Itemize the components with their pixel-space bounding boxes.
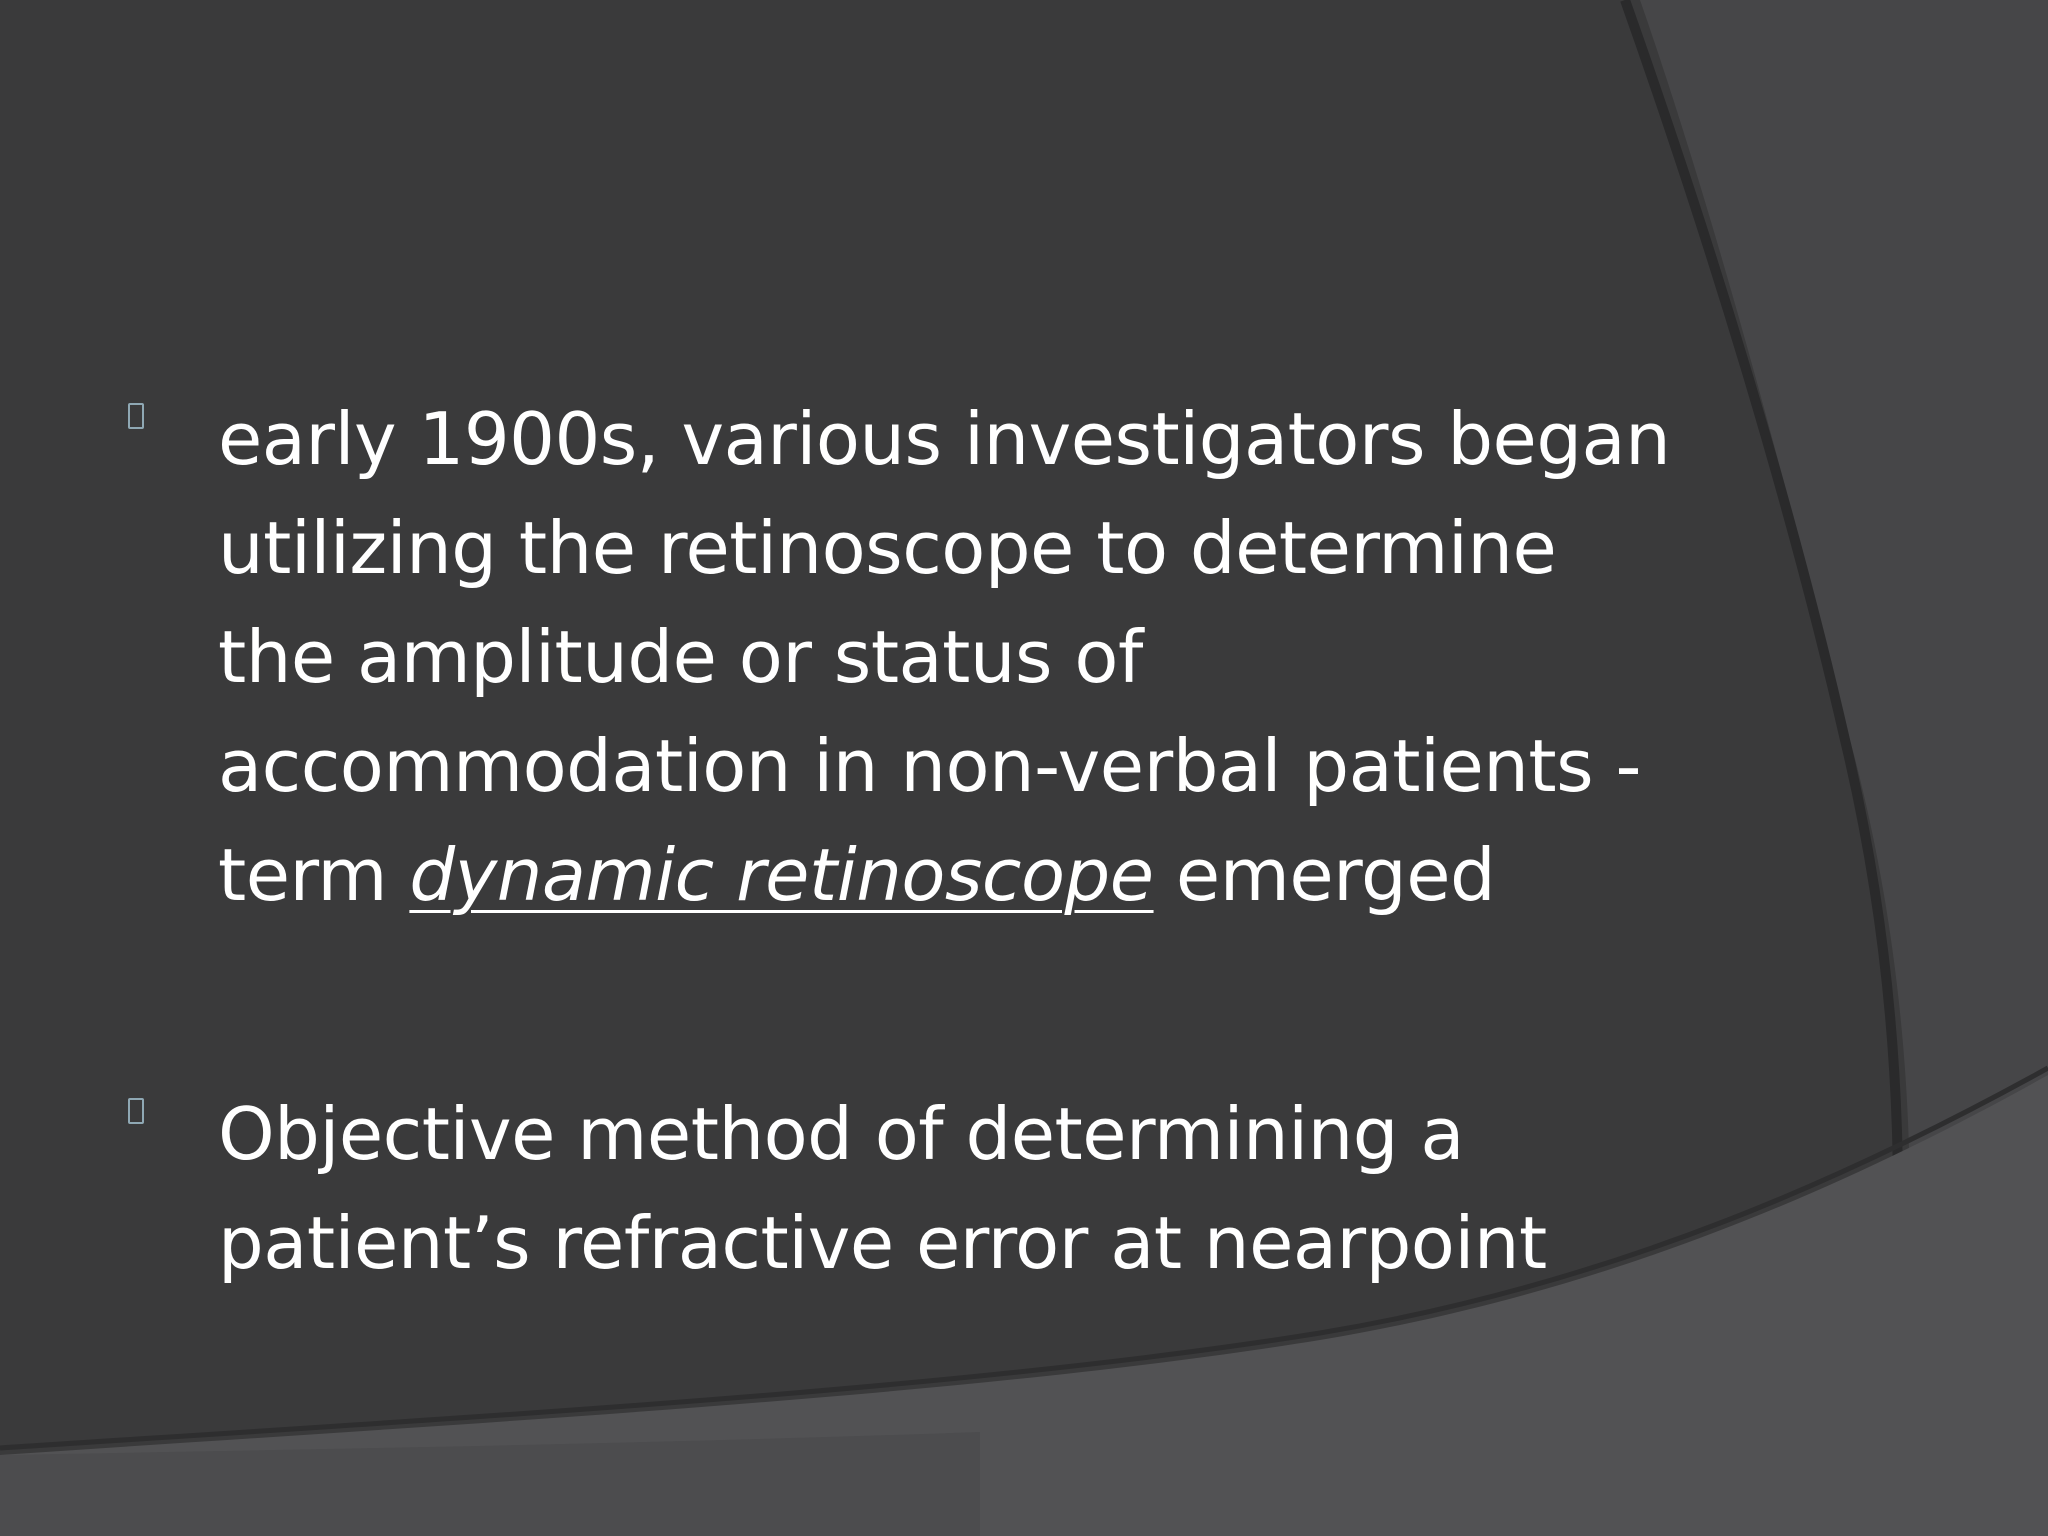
bullet-2-line-2: patient’s refractive error at nearpoint bbox=[218, 1201, 1547, 1285]
bullet-text-2 bbox=[218, 1080, 1828, 1298]
bullet-1-line-3: the amplitude or status of bbox=[218, 615, 1143, 699]
bullet-1-line-5 bbox=[218, 821, 1828, 930]
emphasis-term: dynamic retinoscope bbox=[409, 833, 1154, 917]
bullet-2-line-1: Objective method of determining a bbox=[218, 1092, 1464, 1176]
bullet-text-1 bbox=[218, 385, 1828, 930]
line-5-suffix: emerged bbox=[1153, 833, 1496, 917]
bullet-1-line-1: early 1900s, various investigators began bbox=[218, 397, 1671, 481]
bullet-1-line-2: utilizing the retinoscope to determine bbox=[218, 506, 1557, 590]
line-5-prefix: term bbox=[218, 833, 410, 917]
bullet-1-line-4: accommodation in non-verbal patients - bbox=[218, 724, 1642, 808]
square-bullet-icon bbox=[128, 403, 144, 429]
square-bullet-icon bbox=[128, 1098, 144, 1124]
